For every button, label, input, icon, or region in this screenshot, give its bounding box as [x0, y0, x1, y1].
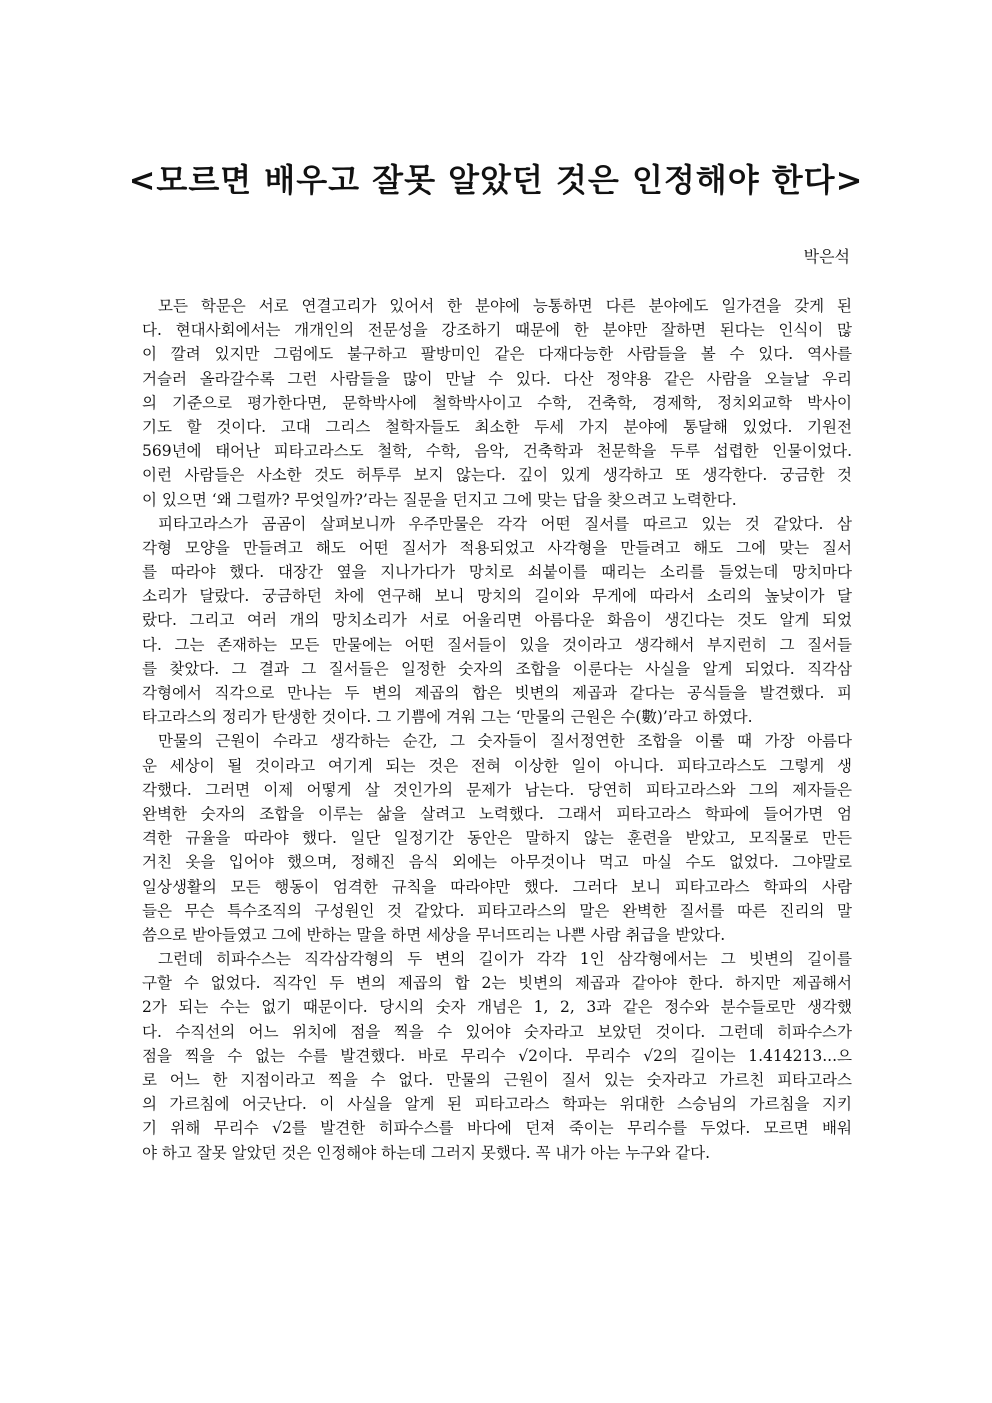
text-line: 이 있으면 ‘왜 그럴까? 무엇일까?’라는 질문을 던지고 그에 맞는 답을 찾으려고 노력한다. [142, 490, 737, 509]
text-line: 다. 현대사회에서는 개개인의 전문성을 강조하기 때문에 한 분야만 잘하면 된다는 인식이 많 [142, 321, 852, 340]
paragraph [142, 729, 852, 947]
text-line: 569년에 태어난 피타고라스도 철학, 수학, 음악, 건축학과 천문학을 두루 섭렵한 인물이었다. [142, 442, 852, 461]
text-line: 피타고라스가 곰곰이 살펴보니까 우주만물은 각각 어떤 질서를 따르고 있는 것 같았다. 삼 [158, 514, 852, 533]
text-line: 소리가 달랐다. 궁금하던 차에 연구해 보니 망치의 길이와 무게에 따라서 소리의 높낮이가 달 [142, 587, 852, 606]
text-line: 랐다. 그리고 여러 개의 망치소리가 서로 어울리면 아름다운 화음이 생긴다는 것도 알게 되었 [142, 611, 852, 630]
text-line: 기도 할 것이다. 고대 그리스 철학자들도 최소한 두세 가지 분야에 통달해 있었다. 기원전 [142, 417, 852, 436]
text-line: 운 세상이 될 것이라고 여기게 되는 것은 전혀 이상한 일이 아니다. 피타고라스도 그렇게 생 [142, 756, 852, 775]
text-line: 기 위해 무리수 √2를 발견한 히파수스를 바다에 던져 죽이는 무리수를 두었다. 모르면 배워 [142, 1119, 852, 1138]
text-line: 들은 무슨 특수조직의 구성원인 것 같았다. 피타고라스의 말은 완벽한 질서를 따른 진리의 말 [142, 901, 852, 920]
paragraph [142, 294, 852, 512]
document-title: <모르면 배우고 잘못 알았던 것은 인정해야 한다> [128, 161, 864, 199]
document-body [142, 294, 852, 1165]
paragraph [142, 512, 852, 730]
text-line: 의 가르침에 어긋난다. 이 사실을 알게 된 피타고라스 학파는 위대한 스승님의 가르침을 지키 [142, 1095, 852, 1114]
text-line: 이런 사람들은 사소한 것도 허투루 보지 않는다. 깊이 있게 생각하고 또 생각한다. 궁금한 것 [142, 466, 852, 485]
text-line: 야 하고 잘못 알았던 것은 인정해야 하는데 그러지 못했다. 꼭 내가 아는 누구와 같다. [142, 1143, 711, 1162]
text-line: 2가 되는 수는 없기 때문이다. 당시의 숫자 개념은 1, 2, 3과 같은 정수와 분수들로만 생각했 [142, 998, 852, 1017]
text-line: 구할 수 없었다. 직각인 두 변의 제곱의 합 2는 빗변의 제곱과 같아야 한다. 하지만 제곱해서 [142, 974, 852, 993]
text-line: 다. 수직선의 어느 위치에 점을 찍을 수 있어야 숫자라고 보았던 것이다. 그런데 히파수스가 [142, 1022, 852, 1041]
text-line: 점을 찍을 수 없는 수를 발견했다. 바로 무리수 √2이다. 무리수 √2의 길이는 1.414213...으 [142, 1046, 852, 1065]
text-line: 를 찾았다. 그 결과 그 질서들은 일정한 숫자의 조합을 이룬다는 사실을 알게 되었다. 직각삼 [142, 659, 852, 678]
text-line: 의 기준으로 평가한다면, 문학박사에 철학박사이고 수학, 건축학, 경제학, 정치외교학 박사이 [142, 393, 852, 412]
author-name: 박은석 [803, 247, 850, 266]
text-line: 를 따라야 했다. 대장간 옆을 지나가다가 망치로 쇠붙이를 때리는 소리를 들었는데 망치마다 [142, 563, 852, 582]
text-line: 이 깔려 있지만 그럼에도 불구하고 팔방미인 같은 다재다능한 사람들을 볼 수 있다. 역사를 [142, 345, 852, 364]
text-line: 타고라스의 정리가 탄생한 것이다. 그 기쁨에 겨워 그는 ‘만물의 근원은 수(數)’라고 하였다. [142, 708, 753, 727]
text-line: 거슬러 올라갈수록 그런 사람들을 많이 만날 수 있다. 다산 정약용 같은 사람을 오늘날 우리 [142, 369, 852, 388]
text-line: 그런데 히파수스는 직각삼각형의 두 변의 길이가 각각 1인 삼각형에서는 그 빗변의 길이를 [158, 950, 852, 969]
text-line: 격한 규율을 따라야 했다. 일단 일정기간 동안은 말하지 않는 훈련을 받았고, 모직물로 만든 [142, 829, 852, 848]
text-line: 다. 그는 존재하는 모든 만물에는 어떤 질서들이 있을 것이라고 생각해서 부지런히 그 질서들 [142, 635, 852, 654]
text-line: 일상생활의 모든 행동이 엄격한 규칙을 따라야만 했다. 그러다 보니 피타고라스 학파의 사람 [142, 877, 852, 896]
text-line: 각했다. 그러면 이제 어떻게 살 것인가의 문제가 남는다. 당연히 피타고라스와 그의 제자들은 [142, 780, 852, 799]
text-line: 만물의 근원이 수라고 생각하는 순간, 그 숫자들이 질서정연한 조합을 이룰 때 가장 아름다 [158, 732, 852, 751]
text-line: 각형에서 직각으로 만나는 두 변의 제곱의 합은 빗변의 제곱과 같다는 공식들을 발견했다. 피 [142, 684, 852, 702]
text-line: 각형 모양을 만들려고 해도 어떤 질서가 적용되었고 사각형을 만들려고 해도 그에 맞는 질서 [142, 538, 852, 557]
text-line: 로 어느 한 지점이라고 찍을 수 없다. 만물의 근원이 질서 있는 숫자라고 가르친 피타고라스 [142, 1071, 852, 1089]
text-line: 모든 학문은 서로 연결고리가 있어서 한 분야에 능통하면 다른 분야에도 일가견을 갖게 된 [158, 297, 852, 315]
paragraph [142, 947, 852, 1165]
text-line: 완벽한 숫자의 조합을 이루는 삶을 살려고 노력했다. 그래서 피타고라스 학파에 들어가면 엄 [142, 804, 852, 823]
text-line: 거친 옷을 입어야 했으며, 정해진 음식 외에는 아무것이나 먹고 마실 수도 없었다. 그야말로 [142, 853, 852, 872]
text-line: 씀으로 받아들였고 그에 반하는 말을 하면 세상을 무너뜨리는 나쁜 사람 취급을 받았다. [142, 925, 726, 944]
